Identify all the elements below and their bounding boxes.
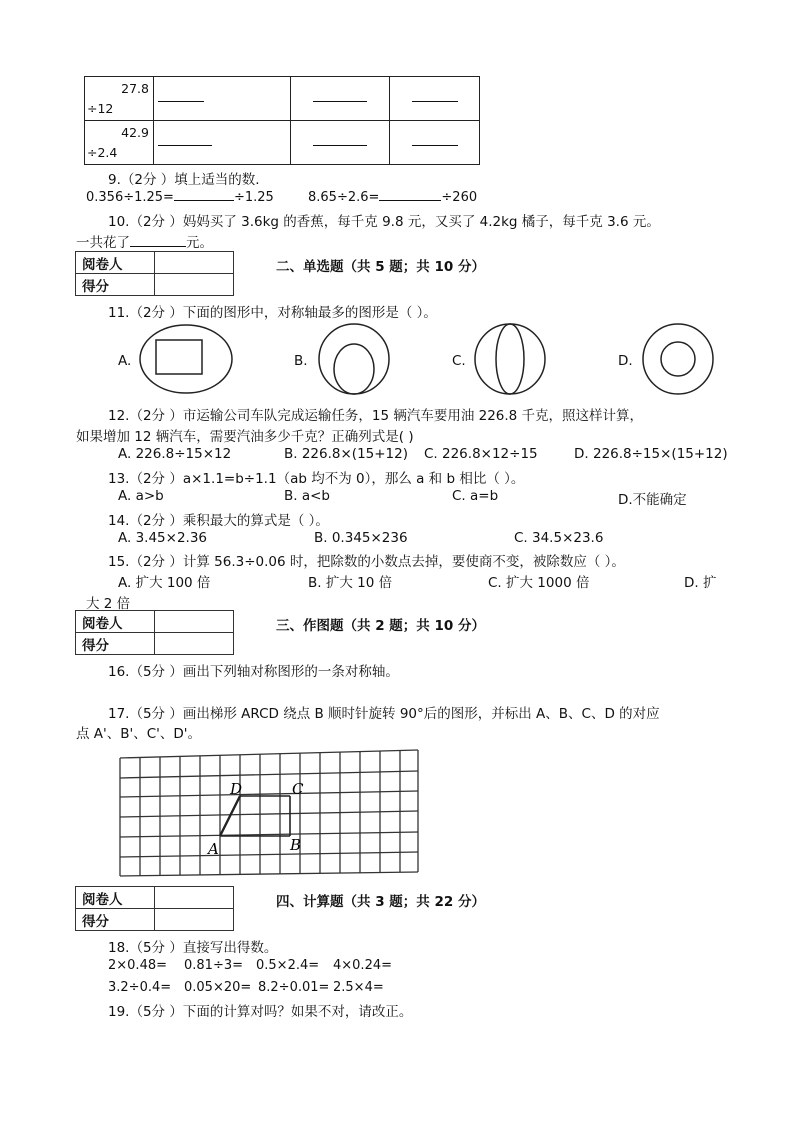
- q13-option-d[interactable]: D.不能确定: [618, 492, 687, 508]
- answer-cell[interactable]: [154, 121, 291, 165]
- divisor-value: ÷2.4: [87, 144, 118, 160]
- q18-item: 0.05×20=: [184, 980, 252, 995]
- label-b: B: [290, 836, 302, 854]
- q18-item: 4×0.24=: [333, 958, 393, 973]
- score-field[interactable]: [155, 274, 234, 296]
- q11-stem: 11.（2分 ）下面的图形中，对称轴最多的图形是（ ）。: [108, 305, 437, 321]
- grader-box: [75, 610, 234, 655]
- dividend-cell: [85, 121, 154, 165]
- score-field[interactable]: [155, 909, 234, 931]
- q15-option-c[interactable]: C. 扩大 1000 倍: [488, 575, 590, 591]
- q9-stem: 9.（2分 ）填上适当的数.: [108, 172, 260, 188]
- q18-stem: 18.（5分 ）直接写出得数。: [108, 940, 278, 956]
- ellipse-rectangle-figure: [138, 323, 234, 395]
- q18-item: 0.81÷3=: [184, 958, 244, 973]
- grader-box: [75, 886, 234, 931]
- q13-option-b[interactable]: B. a<b: [284, 488, 330, 504]
- q9-right-a: 8.65÷2.6=: [308, 190, 380, 205]
- answer-blank[interactable]: [158, 100, 204, 102]
- q15-option-a[interactable]: A. 扩大 100 倍: [118, 575, 211, 591]
- answer-table: [84, 76, 480, 165]
- q10-line2-a: 一共花了: [76, 235, 130, 251]
- q9-left-b: ÷1.25: [233, 190, 274, 205]
- q15-option-b[interactable]: B. 扩大 10 倍: [308, 575, 393, 591]
- q18-item: 2.5×4=: [333, 980, 384, 995]
- q15-option-d[interactable]: D. 扩: [684, 575, 717, 591]
- q18-item: 8.2÷0.01=: [258, 980, 330, 995]
- answer-cell[interactable]: [291, 77, 390, 121]
- q11-option-a[interactable]: A.: [118, 353, 132, 369]
- q12-option-b[interactable]: B. 226.8×(15+12): [284, 446, 409, 462]
- answer-cell[interactable]: [291, 121, 390, 165]
- label-d: D: [230, 780, 243, 798]
- q10-answer[interactable]: [130, 246, 186, 247]
- q11-option-d[interactable]: D.: [618, 353, 633, 369]
- label-c: C: [292, 780, 304, 798]
- q11-option-b[interactable]: B.: [294, 353, 308, 369]
- q18-item: 0.5×2.4=: [256, 958, 320, 973]
- q13-option-a[interactable]: A. a>b: [118, 488, 164, 504]
- grid-lines: [120, 750, 418, 876]
- reviewer-field[interactable]: [155, 887, 234, 909]
- label-a: A: [208, 840, 219, 858]
- reviewer-label: 阅卷人: [76, 252, 155, 274]
- q12-line2: 如果增加 12 辆汽车，需要汽油多少千克？正确列式是( ): [76, 429, 414, 445]
- grader-box: [75, 251, 234, 296]
- q10-line1: 10.（2分 ）妈妈买了 3.6kg 的香蕉，每千克 9.8 元，又买了 4.2kg 橘子，每千克 3.6 元。: [108, 214, 660, 230]
- q18-item: 2×0.48=: [108, 958, 168, 973]
- q9-answer-1[interactable]: [174, 200, 234, 201]
- answer-cell[interactable]: [390, 121, 480, 165]
- q14-option-a[interactable]: A. 3.45×2.36: [118, 530, 208, 546]
- q14-option-b[interactable]: B. 0.345×236: [314, 530, 408, 546]
- q18-item: 3.2÷0.4=: [108, 980, 172, 995]
- answer-cell[interactable]: [390, 77, 480, 121]
- q13-stem: 13.（2分 ）a×1.1=b÷1.1（ab 均不为 0），那么 a 和 b 相比（ ）。: [108, 471, 525, 487]
- score-label: 得分: [76, 274, 155, 296]
- q14-stem: 14.（2分 ）乘积最大的算式是（ ）。: [108, 513, 329, 529]
- q13-option-c[interactable]: C. a=b: [452, 488, 499, 504]
- q16-stem: 16.（5分 ）画出下列轴对称图形的一条对称轴。: [108, 664, 399, 680]
- q12-option-c[interactable]: C. 226.8×12÷15: [424, 446, 538, 462]
- reviewer-field[interactable]: [155, 252, 234, 274]
- q9-left-a: 0.356÷1.25=: [86, 190, 174, 205]
- q15-stem: 15.（2分 ）计算 56.3÷0.06 时，把除数的小数点去掉，要使商不变，被除数应（ ）。: [108, 554, 625, 570]
- circle-inner-ellipse-figure: [316, 323, 392, 395]
- reviewer-label: 阅卷人: [76, 887, 155, 909]
- q9-right-b: ÷260: [441, 190, 478, 205]
- answer-blank[interactable]: [412, 144, 458, 146]
- section-title: 三、作图题（共 2 题；共 10 分）: [276, 618, 485, 634]
- answer-blank[interactable]: [313, 100, 367, 102]
- grid-figure[interactable]: [116, 744, 426, 882]
- q9-blank-2: [308, 190, 477, 205]
- dividend-cell: [85, 77, 154, 121]
- score-label: 得分: [76, 909, 155, 931]
- answer-blank[interactable]: [313, 144, 367, 146]
- section-title: 四、计算题（共 3 题；共 22 分）: [276, 894, 485, 910]
- circle-vertical-ellipse-figure: [472, 323, 548, 395]
- q12-option-d[interactable]: D. 226.8÷15×(15+12): [574, 446, 728, 462]
- divisor-value: ÷12: [87, 100, 114, 116]
- q10-line2: [76, 231, 213, 251]
- q19-stem: 19.（5分 ）下面的计算对吗？如果不对，请改正。: [108, 1004, 413, 1020]
- answer-blank[interactable]: [158, 144, 212, 146]
- dividend-value: 42.9: [121, 124, 149, 140]
- q15-option-d-cont: 大 2 倍: [86, 596, 131, 612]
- reviewer-label: 阅卷人: [76, 611, 155, 633]
- q12-line1: 12.（2分 ）市运输公司车队完成运输任务，15 辆汽车要用油 226.8 千克，照这样计算，: [108, 408, 644, 424]
- answer-blank[interactable]: [412, 100, 458, 102]
- score-label: 得分: [76, 633, 155, 655]
- table-row: [85, 77, 480, 121]
- q12-option-a[interactable]: A. 226.8÷15×12: [118, 446, 232, 462]
- concentric-circles-figure: [640, 323, 716, 395]
- q9-answer-2[interactable]: [379, 200, 441, 201]
- dividend-value: 27.8: [121, 80, 149, 96]
- q10-line2-b: 元。: [186, 235, 213, 251]
- q14-option-c[interactable]: C. 34.5×23.6: [514, 530, 604, 546]
- score-field[interactable]: [155, 633, 234, 655]
- q9-blank-1: [86, 190, 274, 205]
- q17-line2: 点 A'、B'、C'、D'。: [76, 726, 201, 742]
- q17-line1: 17.（5分 ）画出梯形 ARCD 绕点 B 顺时针旋转 90°后的图形，并标出 A、B、C、D 的对应: [108, 706, 660, 722]
- section-title: 二、单选题（共 5 题；共 10 分）: [276, 259, 485, 275]
- answer-cell[interactable]: [154, 77, 291, 121]
- q11-option-c[interactable]: C.: [452, 353, 466, 369]
- reviewer-field[interactable]: [155, 611, 234, 633]
- table-row: [85, 121, 480, 165]
